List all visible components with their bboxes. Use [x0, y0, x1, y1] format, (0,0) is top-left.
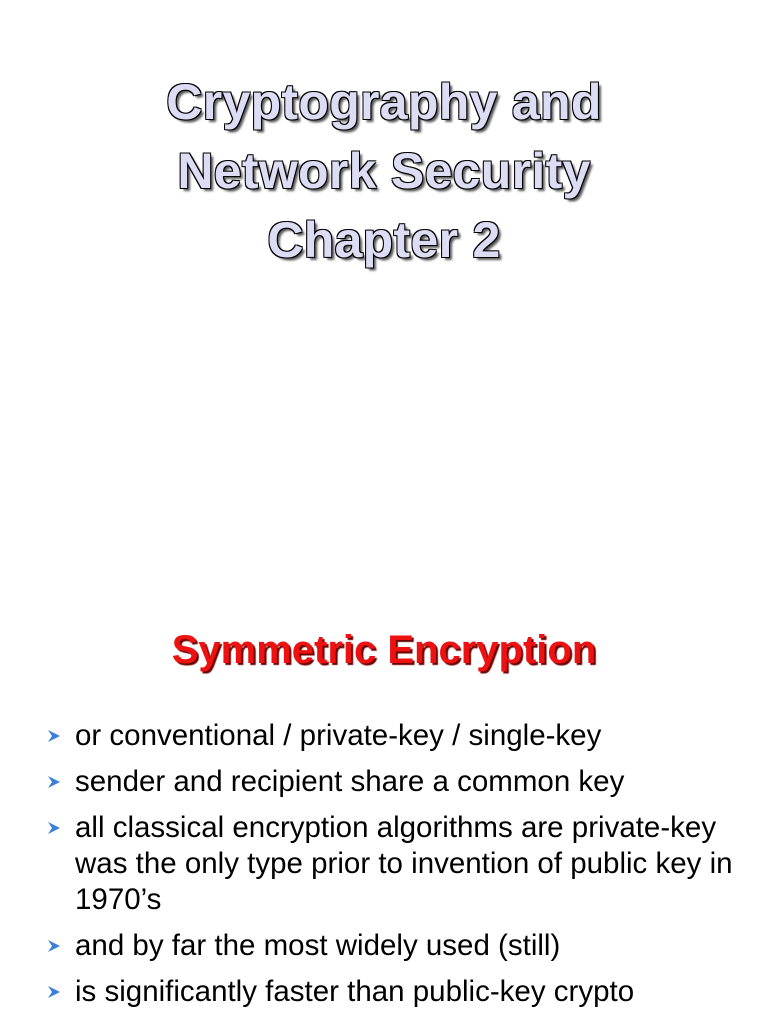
bullet-item — [44, 810, 759, 918]
title-line: Chapter 2 — [267, 212, 501, 268]
arrow-bullet-icon — [46, 820, 62, 836]
arrow-bullet-icon — [46, 774, 62, 790]
bullet-item — [44, 928, 759, 964]
bullet-item — [44, 718, 759, 754]
arrow-bullet-icon — [46, 938, 62, 954]
bullet-text: all classical encryption algorithms are private-key was the only type prior to invention of public key in 1970’s — [75, 811, 733, 916]
section-heading: Symmetric Encryption — [171, 628, 597, 672]
bullet-text: or conventional / private-key / single-key — [75, 719, 602, 752]
bullet-text: is significantly faster than public-key crypto — [75, 975, 635, 1008]
slide-title — [0, 68, 768, 275]
bullet-text: sender and recipient share a common key — [75, 765, 625, 798]
arrow-bullet-icon — [46, 984, 62, 1000]
bullet-item — [44, 764, 759, 800]
bullet-item — [44, 974, 759, 1010]
bullet-list — [44, 718, 759, 1020]
title-line: Cryptography and — [166, 74, 602, 130]
bullet-text: and by far the most widely used (still) — [75, 929, 561, 962]
title-line: Network Security — [177, 143, 591, 199]
arrow-bullet-icon — [46, 728, 62, 744]
